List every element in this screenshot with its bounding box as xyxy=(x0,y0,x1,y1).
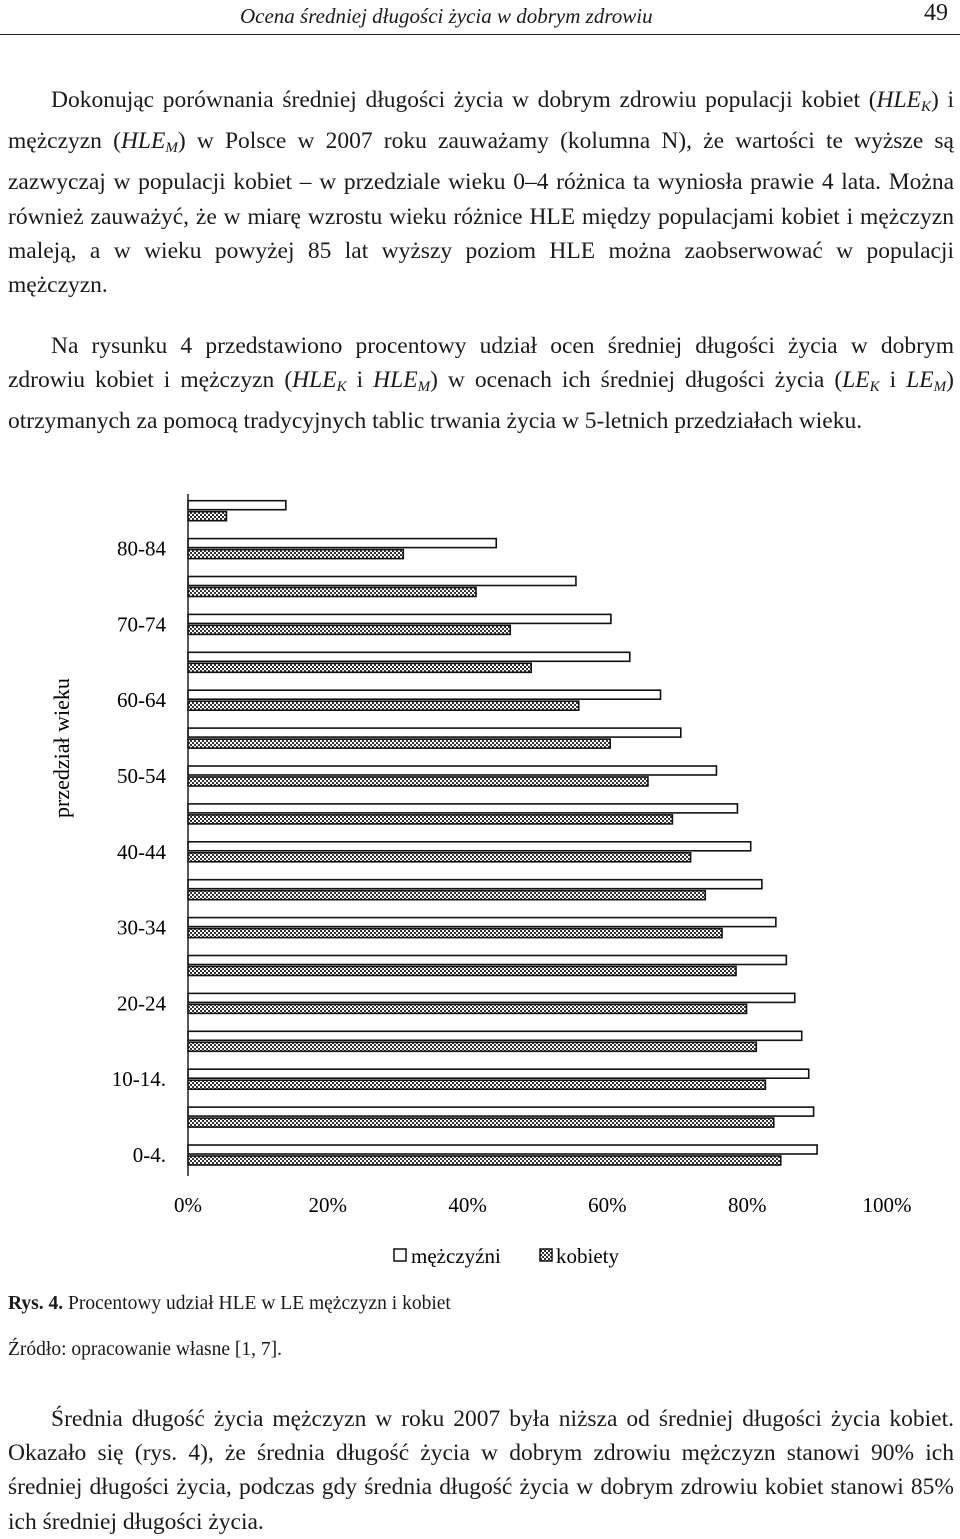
x-tick-label: 40% xyxy=(448,1193,487,1217)
bar-women-20-24 xyxy=(188,1004,747,1013)
bar-men-20-24 xyxy=(188,993,795,1002)
bar-women-65-69 xyxy=(188,663,531,672)
y-tick-label: 70-74 xyxy=(117,612,166,637)
x-tick-label: 0% xyxy=(174,1193,202,1217)
paragraph-2: Na rysunku 4 przedstawiono procentowy udział ocen średniej długości życia w dobrym zdrowiu kobiet i mężczyzn ($HLE_K$ i $HLE_M$) w ocenach ich średniej długości życia ($LE_K$ i $LE_M$) otrzymanych za pomocą tradycyjnych tablic trwania życia w 5-letnich przedziałach wieku. xyxy=(8,333,954,435)
bar-men-85+ xyxy=(188,501,286,510)
bar-men-10-14 xyxy=(188,1069,809,1078)
paragraph-3: Średnia długość życia mężczyzn w roku 2007 była niższa od średniej długości życia kobiet. Okazało się (rys. 4), że średnia długość życia w dobrym zdrowiu mężczyzn stanowi 90% ich średniej długości życia, podczas gdy średnia długość życia w dobrym zdrowiu kobiet stanowi 85% ich średniej długości życia. xyxy=(8,1406,954,1535)
running-header xyxy=(0,0,960,35)
bar-men-15-19 xyxy=(188,1031,802,1040)
bar-men-30-34 xyxy=(188,918,776,927)
x-tick-label: 60% xyxy=(588,1193,627,1217)
y-tick-label: 80-84 xyxy=(117,536,166,561)
bar-women-25-29 xyxy=(188,967,736,976)
bar-women-70-74 xyxy=(188,625,510,634)
bar-men-45-49 xyxy=(188,804,737,813)
legend-label-men: mężczyźni xyxy=(411,1244,501,1268)
y-tick-label: 40-44 xyxy=(117,839,166,864)
bar-women-75-79 xyxy=(188,588,476,597)
bar-women-0-4 xyxy=(188,1156,781,1165)
y-tick-label: 20-24 xyxy=(117,991,166,1016)
legend-label-women: kobiety xyxy=(556,1244,619,1268)
y-axis-label: przedział wieku xyxy=(49,678,74,818)
bar-men-40-44 xyxy=(188,842,751,851)
bar-women-40-44 xyxy=(188,853,691,862)
legend-swatch-men xyxy=(394,1249,406,1261)
bar-women-35-39 xyxy=(188,891,705,900)
paragraph-1: Dokonując porównania średniej długości życia w dobrym zdrowiu populacji kobiet $(HLE_K)$ i mężczyzn $(HLE_M)$ w Polsce w 2007 roku zauważamy (kolumna N), że wartości te wyższe są zazwyczaj w populacji kobiet – w przedziale wieku 0–4 różnica ta wyniosła prawie 4 lata. Można również zauważyć, że w miarę wzrostu wieku różnice HLE między populacjami kobiet i mężczyzn maleją, a w wieku powyżej 85 lat wyższy poziom HLE można zaobserwować w populacji mężczyzn. xyxy=(8,87,954,299)
hle-le-bar-chart xyxy=(0,470,960,1280)
bar-women-5-9 xyxy=(188,1118,774,1127)
bar-women-15-19 xyxy=(188,1042,756,1051)
bar-men-25-29 xyxy=(188,956,786,965)
bar-women-55-59 xyxy=(188,739,610,748)
bar-men-60-64 xyxy=(188,690,661,699)
bar-men-35-39 xyxy=(188,880,762,889)
y-tick-label: 50-54 xyxy=(117,764,166,788)
x-tick-label: 100% xyxy=(862,1193,912,1217)
bar-women-80-84 xyxy=(188,550,403,559)
legend xyxy=(394,1244,619,1268)
bar-men-5-9 xyxy=(188,1107,814,1116)
bar-men-0-4 xyxy=(188,1145,817,1154)
bar-men-75-79 xyxy=(188,577,576,586)
y-tick-label: 60-64 xyxy=(117,688,166,713)
bar-men-80-84 xyxy=(188,539,496,548)
legend-swatch-women xyxy=(540,1249,552,1261)
bar-men-50-54 xyxy=(188,766,716,775)
bar-women-60-64 xyxy=(188,701,579,710)
y-tick-label: 30-34 xyxy=(117,915,166,940)
figure-source: Źródło: opracowanie własne [1, 7]. xyxy=(8,1339,282,1360)
bar-men-55-59 xyxy=(188,728,681,737)
bar-women-45-49 xyxy=(188,815,672,824)
x-tick-label: 80% xyxy=(727,1193,767,1217)
bar-women-30-34 xyxy=(188,929,722,938)
y-tick-label: 10-14. xyxy=(111,1067,166,1092)
bar-women-50-54 xyxy=(188,777,648,786)
bar-women-10-14 xyxy=(188,1080,765,1089)
bar-women-85+ xyxy=(188,512,226,521)
bar-men-70-74 xyxy=(188,614,611,623)
page-number: 49 xyxy=(924,0,948,26)
figure-caption: Rys. 4. Procentowy udział HLE w LE mężczyzn i kobiet xyxy=(8,1293,451,1314)
x-tick-label: 20% xyxy=(308,1193,348,1217)
y-tick-label: 0-4. xyxy=(132,1143,166,1167)
running-title: Ocena średniej długości życia w dobrym zdrowiu xyxy=(240,4,653,28)
bar-men-65-69 xyxy=(188,652,630,661)
